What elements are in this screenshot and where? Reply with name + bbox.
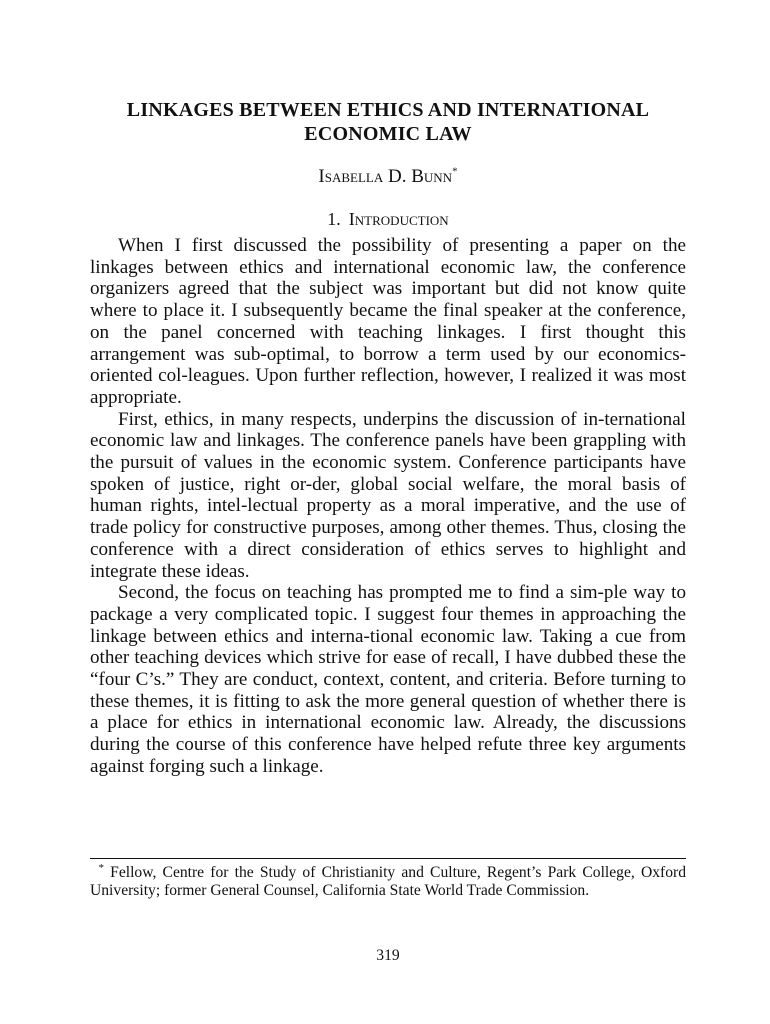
author-byline [90, 166, 686, 188]
paragraph-1: When I first discussed the possibility of presenting a paper on the linkages between ethics and international economic law, the conference organizers agreed that the subject was important but did not know quite where to place it. I subsequently became the final speaker at the conference, on the panel concerned with teaching linkages. I first thought this arrangement was sub-optimal, to borrow a term used by our economics-oriented col-leagues. Upon further reflection, however, I realized it was most appropriate. [90, 235, 686, 408]
page-content [90, 98, 686, 964]
section-title: Introduction [348, 209, 449, 229]
title-line-2: ECONOMIC LAW [304, 123, 472, 145]
author-footnote-mark: * [452, 165, 458, 178]
article-title [90, 98, 686, 146]
section-heading [90, 208, 686, 230]
section-number: 1. [327, 209, 341, 229]
page-number: 319 [376, 947, 400, 964]
paragraph-3: Second, the focus on teaching has prompted me to find a sim-ple way to package a very complicated topic. I suggest four themes in approaching the linkage between ethics and interna-tional economic law. Taking a cue from other teaching devices which strive for ease of recall, I have dubbed these the “four C’s.” They are conduct, context, content, and criteria. Before turning to these themes, it is fitting to ask the more general question of whether there is a place for ethics in international economic law. Already, the discussions during the course of this conference have helped refute three key arguments against forging such a linkage. [90, 582, 686, 777]
footnote: * Fellow, Centre for the Study of Christianity and Culture, Regent’s Park College, Oxford University; former General Counsel, California State World Trade Commission. [90, 861, 686, 900]
body-text [90, 235, 686, 778]
paragraph-2: First, ethics, in many respects, underpins the discussion of in-ternational economic law and linkages. The conference panels have been grappling with the pursuit of values in the economic system. Conference participants have spoken of justice, right or-der, global social welfare, the moral basis of human rights, intel-lectual property as a moral imperative, and the use of trade policy for constructive purposes, among other themes. Thus, closing the conference with a direct consideration of ethics serves to highlight and integrate these ideas. [90, 408, 686, 582]
footnote-text: Fellow, Centre for the Study of Christianity and Culture, Regent’s Park College, Oxford University; former General Counsel, California State World Trade Commission. [90, 864, 686, 900]
footnote-divider [90, 858, 686, 859]
author-name: Isabella D. Bunn [318, 166, 453, 187]
title-line-1: LINKAGES BETWEEN ETHICS AND INTERNATIONAL [126, 99, 650, 121]
